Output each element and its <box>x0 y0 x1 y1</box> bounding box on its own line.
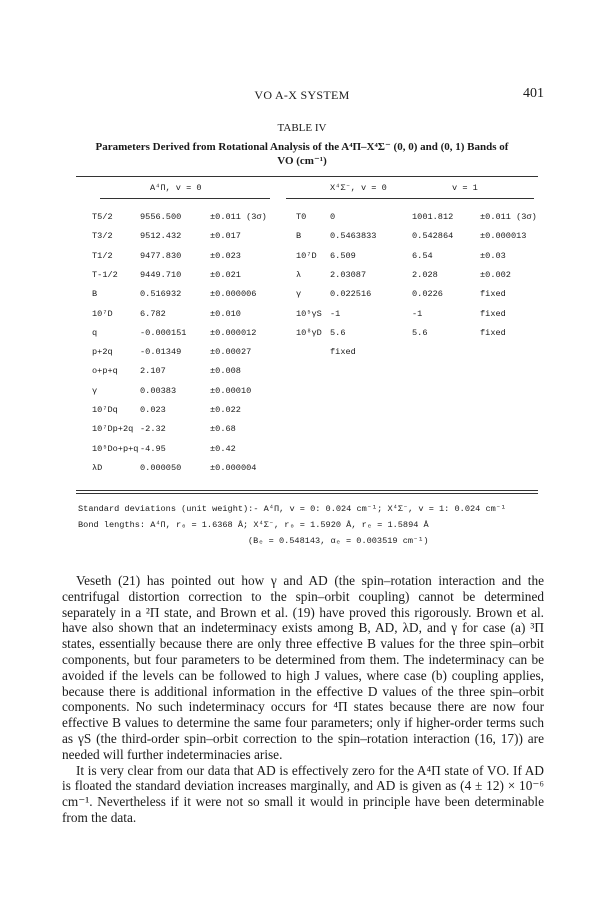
right-v1-value-cell: 6.54 <box>412 250 433 261</box>
left-value-cell: -0.01349 <box>140 347 182 358</box>
left-param-cell: q <box>92 327 98 338</box>
left-value-cell: 0.00383 <box>140 385 177 396</box>
right-param-cell: 10⁷D <box>296 250 317 261</box>
table-caption: Parameters Derived from Rotational Analysis of the A⁴Π–X⁴Σ⁻ (0, 0) and (0, 1) Bands of VO (cm⁻¹) <box>95 141 509 167</box>
left-uncertainty-cell: ±0.008 <box>210 366 241 377</box>
left-param-cell: 10⁷D <box>92 308 113 319</box>
left-uncertainty-cell: ±0.022 <box>210 405 241 415</box>
right-v0-value-cell: fixed <box>330 347 356 358</box>
right-v0-value-cell: 0.5463833 <box>330 231 377 242</box>
page-number: 401 <box>523 86 544 101</box>
right-v0-value-cell: 5.6 <box>330 327 346 338</box>
left-value-cell: 9512.432 <box>140 231 182 242</box>
table-label: TABLE IV <box>277 122 327 134</box>
left-param-cell: λD <box>92 462 103 473</box>
paragraph-2: It is very clear from our data that AD is effectively zero for the A⁴Π state of VO. If AD is floated the standard deviation increases marginally, and AD is given as (4 ± 12) × 10⁻⁶ cm⁻¹. Nevertheless if it were not so small it would in principle have been determinable from the data. <box>62 762 544 825</box>
right-param-cell: 10⁸γD <box>296 327 322 338</box>
right-v1-value-cell: 0.542864 <box>412 231 454 242</box>
table-bottom-rule-1 <box>76 490 538 491</box>
left-header-rule <box>100 198 270 199</box>
right-uncertainty-cell: ±0.011 (3σ) <box>480 212 537 222</box>
left-value-cell: 9477.830 <box>140 250 182 261</box>
right-v1-value-cell: 5.6 <box>412 327 428 338</box>
footnote-bond-lengths: Bond lengths: A⁴Π, r₀ = 1.6368 Å; X⁴Σ⁻, r₀ = 1.5920 Å, rₑ = 1.5894 Å <box>78 520 429 530</box>
left-param-cell: T1/2 <box>92 250 113 261</box>
right-uncertainty-cell: ±0.03 <box>480 250 506 261</box>
left-param-cell: 10⁷Dp+2q <box>92 424 134 435</box>
right-v0-value-cell: 0.022516 <box>330 289 372 300</box>
left-uncertainty-cell: ±0.42 <box>210 443 236 454</box>
right-v0-value-cell: 0 <box>330 212 336 222</box>
right-param-cell: B <box>296 231 302 242</box>
left-uncertainty-cell: ±0.023 <box>210 250 241 261</box>
right-v1-value-cell: -1 <box>412 308 423 319</box>
right-v0-value-cell: 6.509 <box>330 250 356 261</box>
left-value-cell: -2.32 <box>140 424 166 435</box>
left-value-cell: 9449.710 <box>140 269 182 280</box>
left-param-cell: 10⁷Dq <box>92 405 118 415</box>
left-param-cell: T3/2 <box>92 231 113 242</box>
body-text <box>62 573 544 826</box>
footnote-standard-deviations: Standard deviations (unit weight):- A⁴Π, v = 0: 0.024 cm⁻¹; X⁴Σ⁻, v = 1: 0.024 cm⁻¹ <box>78 504 507 514</box>
right-v1-value-cell: 0.0226 <box>412 289 443 300</box>
footnote-equilibrium-constants: (Bₑ = 0.548143, αₑ = 0.003519 cm⁻¹) <box>248 536 429 546</box>
left-value-cell: 9556.500 <box>140 212 182 222</box>
left-param-cell: 10⁵Do+p+q <box>92 443 139 454</box>
left-value-cell: 0.516932 <box>140 289 182 300</box>
left-value-cell: 2.107 <box>140 366 166 377</box>
right-uncertainty-cell: ±0.002 <box>480 269 511 280</box>
left-param-cell: o+p+q <box>92 366 118 377</box>
left-param-cell: B <box>92 289 98 300</box>
left-uncertainty-cell: ±0.021 <box>210 269 241 280</box>
left-block-header: A⁴Π, v = 0 <box>150 183 202 193</box>
right-v1-value-cell: 1001.812 <box>412 212 454 222</box>
right-v1-value-cell: 2.028 <box>412 269 438 280</box>
right-block-header-v1: v = 1 <box>452 183 478 193</box>
right-uncertainty-cell: ±0.000013 <box>480 231 527 242</box>
left-uncertainty-cell: ±0.010 <box>210 308 241 319</box>
right-block-header-v0: X⁴Σ⁻, v = 0 <box>330 183 387 193</box>
right-param-cell: T0 <box>296 212 307 222</box>
left-uncertainty-cell: ±0.011 (3σ) <box>210 212 267 222</box>
right-param-cell: 10⁵γS <box>296 308 322 319</box>
left-value-cell: 0.000050 <box>140 462 182 473</box>
right-uncertainty-cell: fixed <box>480 308 506 319</box>
left-param-cell: T5/2 <box>92 212 113 222</box>
left-value-cell: 0.023 <box>140 405 166 415</box>
left-param-cell: p+2q <box>92 347 113 358</box>
running-title: VO A-X SYSTEM <box>254 88 350 102</box>
paragraph-1: Veseth (21) has pointed out how γ and AD (the spin–rotation interaction and the centrifugal distortion correction to the spin–orbit coupling) cannot be determined separately in a ²Π state, and Brown et al. (19) have proved this rigorously. Brown et al. have also shown that an indeterminacy exists among B, AD, λD, and γ for case (a) ³Π states, essentially because there are only three effective B values for the three spin–orbit components, but four parameters to be determined from them. The indeterminacy can be avoided if the levels can be followed to high J values, where case (b) coupling applies, because there is additional information in the effective D values of the three spin–orbit components. No such indeterminacy occurs for ⁴Π states because there are now four effective B values to determine the same four parameters; only if higher-order terms such as γS (the third-order spin–orbit correction to the spin–rotation interaction (16, 17)) are needed will further indeterminacies arise. <box>62 573 544 762</box>
left-uncertainty-cell: ±0.00027 <box>210 347 252 358</box>
right-v0-value-cell: -1 <box>330 308 341 319</box>
right-param-cell: λ <box>296 269 302 280</box>
left-uncertainty-cell: ±0.68 <box>210 424 236 435</box>
left-param-cell: γ <box>92 385 98 396</box>
right-uncertainty-cell: fixed <box>480 327 506 338</box>
right-param-cell: γ <box>296 289 302 300</box>
left-uncertainty-cell: ±0.000004 <box>210 462 257 473</box>
left-uncertainty-cell: ±0.017 <box>210 231 241 242</box>
left-uncertainty-cell: ±0.000006 <box>210 289 257 300</box>
right-header-rule <box>286 198 534 199</box>
left-uncertainty-cell: ±0.000012 <box>210 327 257 338</box>
left-value-cell: 6.782 <box>140 308 166 319</box>
left-value-cell: -0.000151 <box>140 327 187 338</box>
table-bottom-rule-2 <box>76 493 538 494</box>
left-uncertainty-cell: ±0.00010 <box>210 385 252 396</box>
left-param-cell: T-1/2 <box>92 269 118 280</box>
left-value-cell: -4.95 <box>140 443 166 454</box>
table-top-rule <box>76 176 538 177</box>
right-v0-value-cell: 2.03087 <box>330 269 367 280</box>
right-uncertainty-cell: fixed <box>480 289 506 300</box>
